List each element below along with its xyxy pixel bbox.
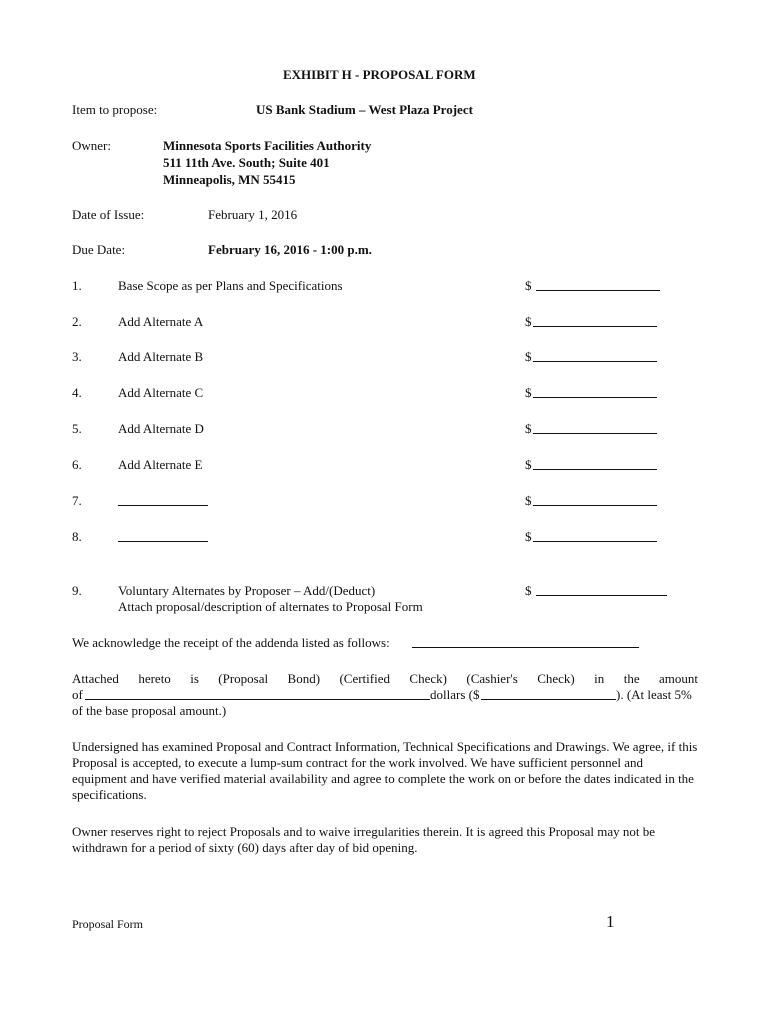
bond-word: Check): [537, 671, 575, 686]
footer-label: Proposal Form: [72, 917, 144, 931]
currency-symbol: $: [525, 349, 532, 364]
currency-symbol: $: [525, 385, 532, 400]
bond-word: (Certified: [339, 671, 390, 686]
item-label: Add Alternate B: [118, 349, 204, 364]
bond-of: of: [72, 687, 83, 702]
agreement-paragraph: Undersigned has examined Proposal and Contract Information, Technical Specifications and Drawings. We agree, if this Proposal is accepted, to execute a lump-sum contract for the work involved. We have sufficient personnel and equipment and have verified material availability and agree to complete the work on or before the dates indicated in the specifications.: [72, 739, 698, 802]
amount-field[interactable]: [533, 420, 657, 434]
rejection-paragraph: Owner reserves right to reject Proposals and to waive irregularities therein. It is agreed this Proposal may not be withdrawn for a period of sixty (60) days after day of bid opening.: [72, 824, 656, 855]
item-label: Add Alternate E: [118, 457, 203, 472]
bond-words-field[interactable]: [85, 686, 430, 700]
amount-field[interactable]: [533, 492, 657, 506]
item-label: Add Alternate C: [118, 385, 204, 400]
item-number: 8.: [72, 529, 82, 544]
bond-line: [72, 671, 698, 687]
due-value: February 16, 2016 - 1:00 p.m.: [208, 242, 372, 257]
item-number: 2.: [72, 314, 82, 329]
amount-field[interactable]: [533, 528, 657, 542]
currency-symbol: $: [525, 457, 532, 472]
bond-word: in: [594, 671, 605, 686]
amount-field[interactable]: [533, 384, 657, 398]
item-label: Base Scope as per Plans and Specifications: [118, 278, 343, 293]
item-label: Item to propose:: [72, 102, 158, 117]
item-number: 4.: [72, 385, 82, 400]
item-label-field[interactable]: [118, 528, 208, 542]
item-number: 1.: [72, 278, 82, 293]
currency-symbol: $: [525, 493, 532, 508]
item-number: 9.: [72, 583, 82, 598]
bond-word: amount: [659, 671, 698, 686]
item-number: 5.: [72, 421, 82, 436]
currency-symbol: $: [525, 529, 532, 544]
issue-label: Date of Issue:: [72, 207, 145, 222]
owner-name: Minnesota Sports Facilities Authority: [163, 138, 372, 153]
item-number: 7.: [72, 493, 82, 508]
owner-label: Owner:: [72, 138, 111, 153]
bond-at-least: ). (At least 5%: [616, 687, 692, 702]
owner-address: 511 11th Ave. South; Suite 401: [163, 155, 330, 170]
owner-city: Minneapolis, MN 55415: [163, 172, 296, 187]
item-label: Add Alternate A: [118, 314, 204, 329]
item-number: 6.: [72, 457, 82, 472]
currency-symbol: $: [525, 583, 532, 598]
amount-field[interactable]: [533, 456, 657, 470]
item-value: US Bank Stadium – West Plaza Project: [256, 102, 473, 117]
bond-word: (Proposal: [218, 671, 269, 686]
amount-field[interactable]: [533, 348, 657, 362]
addenda-statement: We acknowledge the receipt of the addenda listed as follows:: [72, 635, 390, 650]
page-number: 1: [606, 912, 615, 931]
bond-word: (Cashier's: [466, 671, 518, 686]
bond-word: Attached: [72, 671, 119, 686]
addenda-field[interactable]: [412, 634, 639, 648]
currency-symbol: $: [525, 314, 532, 329]
item-sublabel: Attach proposal/description of alternates to Proposal Form: [118, 599, 423, 614]
page-title: EXHIBIT H - PROPOSAL FORM: [283, 67, 476, 82]
bond-word: Bond): [287, 671, 321, 686]
amount-field[interactable]: [536, 277, 660, 291]
item-label: Voluntary Alternates by Proposer – Add/(Deduct): [118, 583, 376, 598]
currency-symbol: $: [525, 421, 532, 436]
item-label: Add Alternate D: [118, 421, 204, 436]
bond-dollars-label: dollars ($: [430, 687, 480, 702]
bond-amount-field[interactable]: [481, 686, 616, 700]
item-number: 3.: [72, 349, 82, 364]
currency-symbol: $: [525, 278, 532, 293]
amount-field[interactable]: [533, 313, 657, 327]
bond-word: Check): [409, 671, 447, 686]
bond-word: hereto: [138, 671, 171, 686]
amount-field[interactable]: [536, 582, 667, 596]
bond-word: is: [190, 671, 199, 686]
bond-line-3: of the base proposal amount.): [72, 703, 227, 718]
due-label: Due Date:: [72, 242, 126, 257]
issue-value: February 1, 2016: [208, 207, 298, 222]
bond-word: the: [623, 671, 640, 686]
item-label-field[interactable]: [118, 492, 208, 506]
